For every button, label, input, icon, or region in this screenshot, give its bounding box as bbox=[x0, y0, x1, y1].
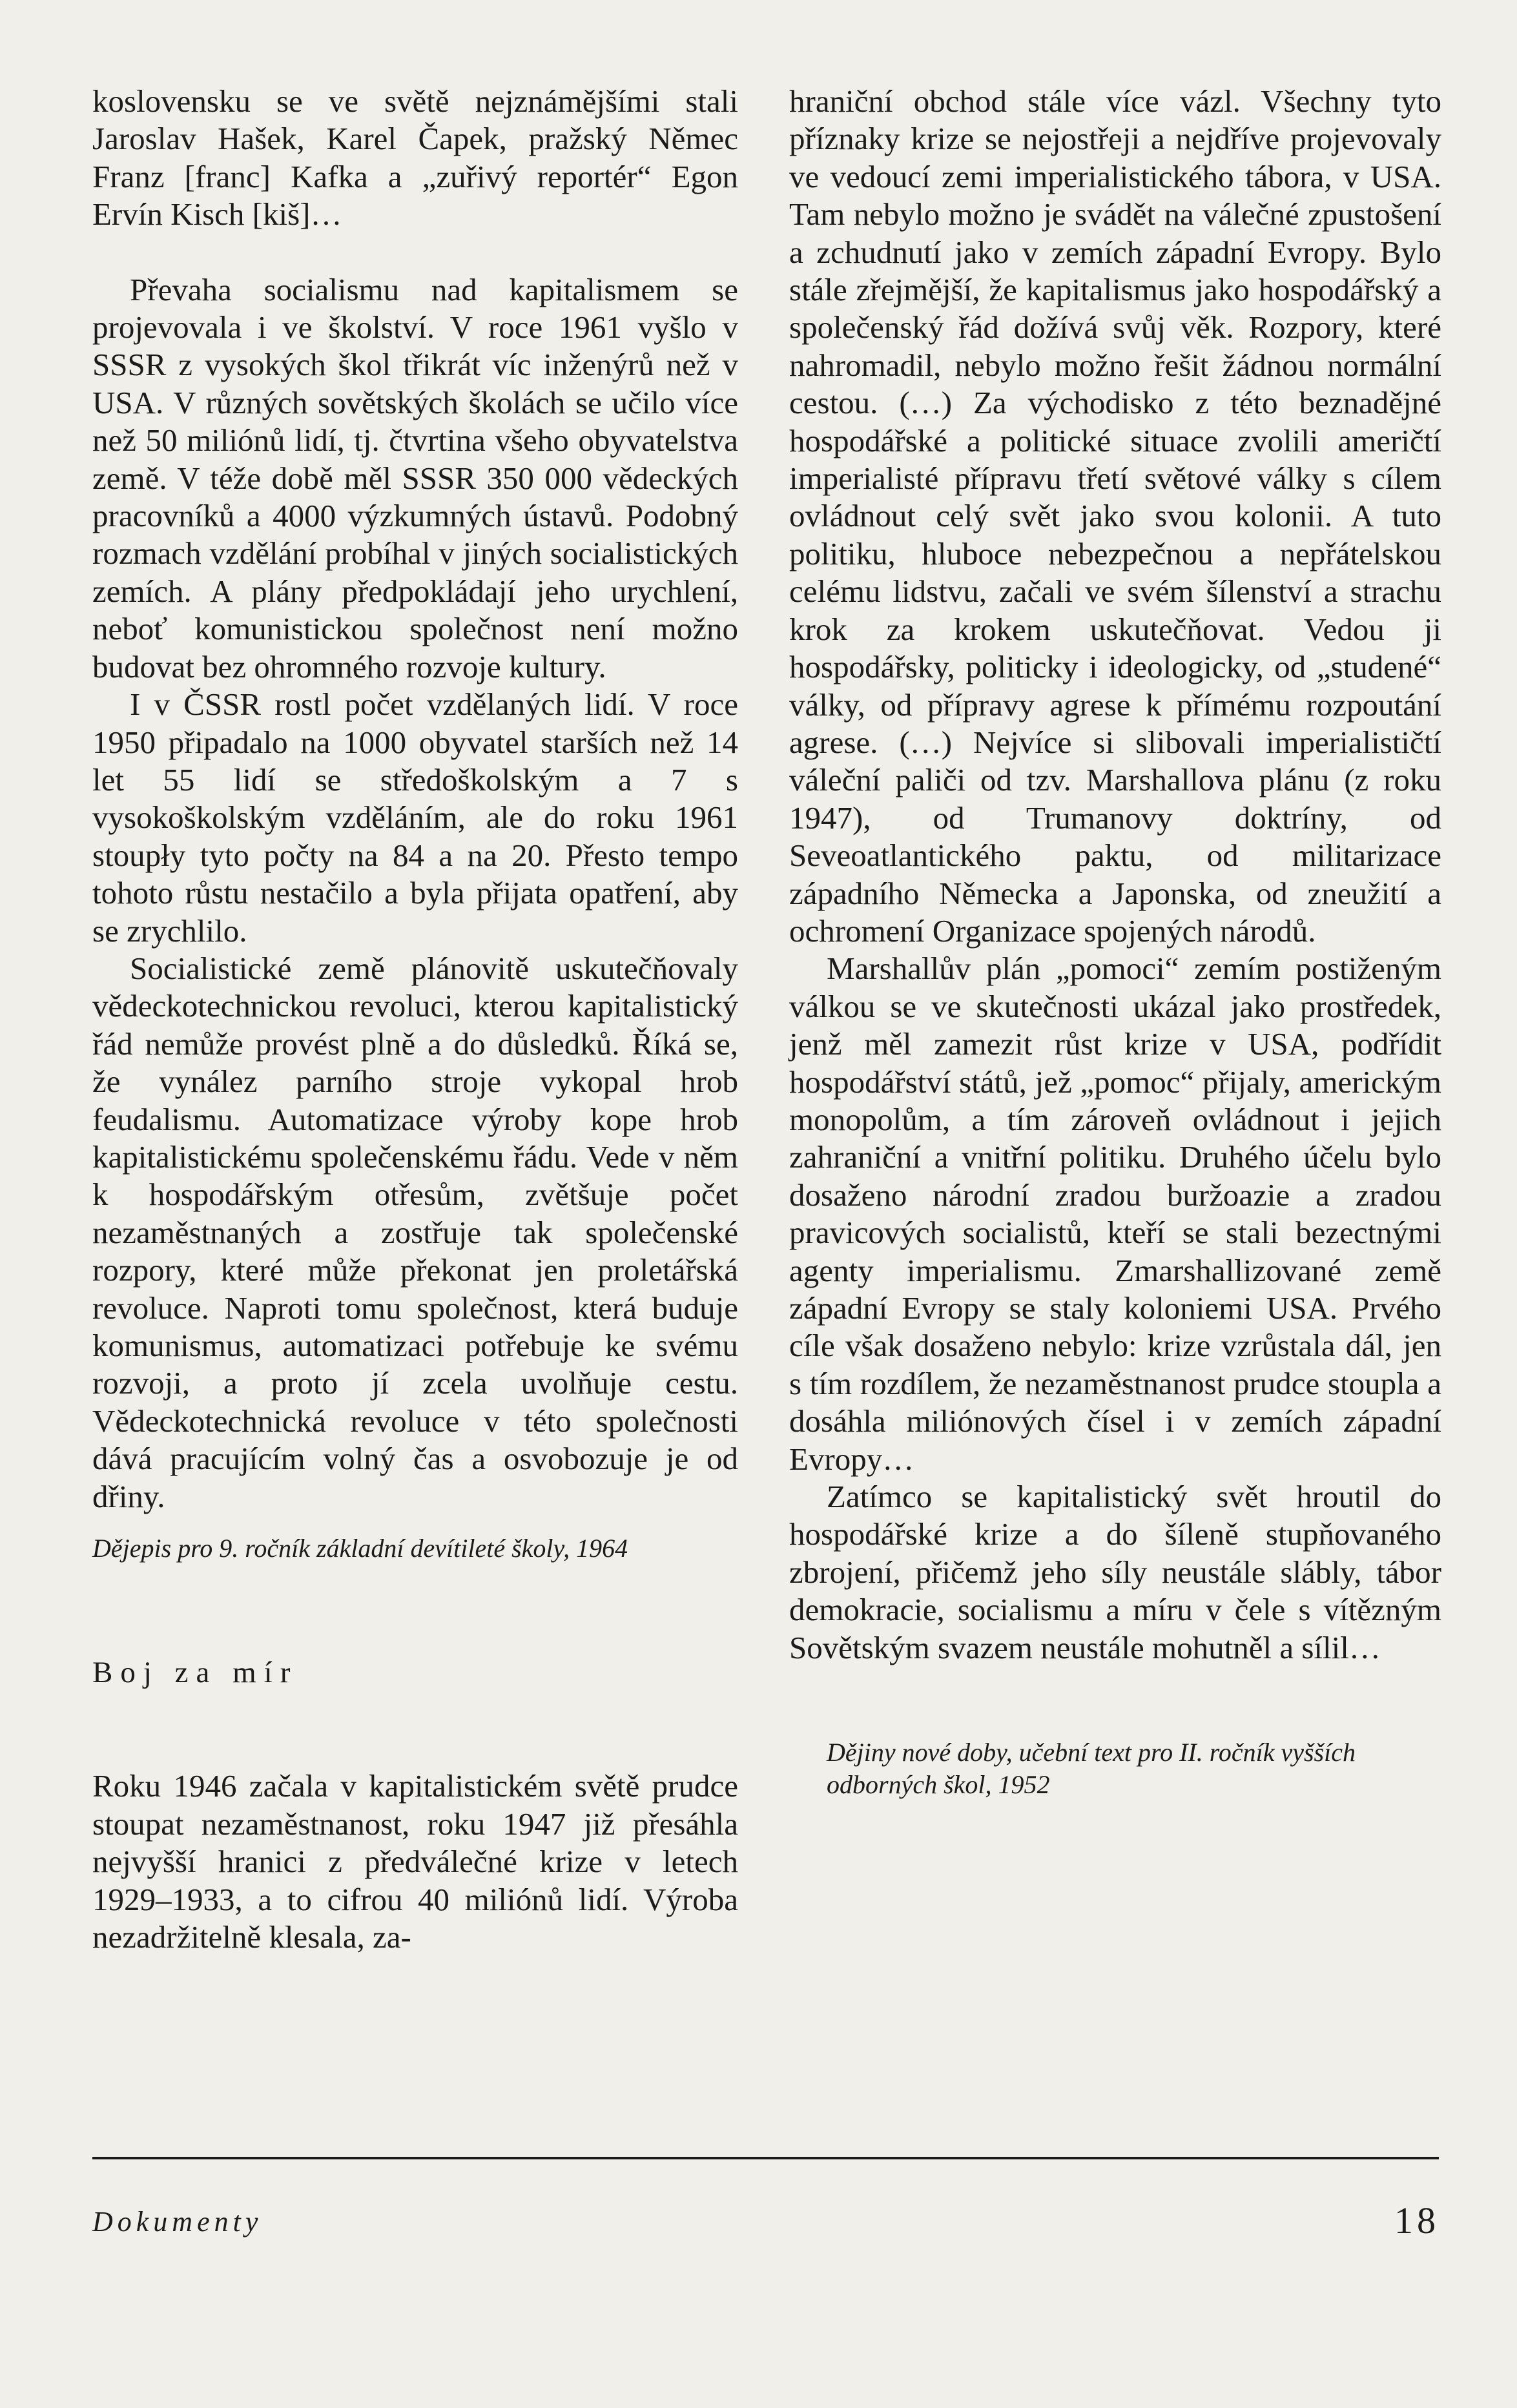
source-citation-right: Dějiny nové doby, učební text pro II. ročník vyšších odborných škol, 1952 bbox=[827, 1738, 1356, 1800]
paragraph-left-1: koslovensku se ve světě nejznámějšími stali Jaroslav Hašek, Karel Čapek, pražský Němec Franz [franc] Kafka a „zuřivý reportér“ Egon Ervín Kisch [kiš]… bbox=[92, 83, 738, 232]
paragraph-right-1: hraniční obchod stále více vázl. Všechny tyto příznaky krize se nejostřeji a nejdříve projevovaly ve vedoucí zemi imperialistického tábora, v USA. Tam nebylo možno je svádět na válečné zpustošení a zchudnutí jako v zemích západní Evropy. Bylo stále zřejmější, že kapitalismus jako hospodářský a společenský řád dožívá svůj věk. Rozpory, které nahromadil, nebylo možno řešit žádnou normální cestou. (…) Za východisko z této beznadějné hospodářské a politické situace zvolili američtí imperialisté přípravu třetí světové války s cílem ovládnout celý svět jako svou kolonii. A tuto politiku, hluboce nebezpečnou a nepřátelskou celému lidstvu, začali ve svém šílenství a strachu krok za krokem uskutečňovat. Vedou ji hospodářsky, politicky i ideologicky, od „studené“ války, od přípravy agrese k přímému rozpoutání agrese. (…) Nejvíce si slibovali imperialističtí váleční paliči od tzv. Marshallova plánu (z roku 1947), od Trumanovy doktríny, od Seveoatlantického paktu, od militarizace západního Německa a Japonska, od zneužití a ochromení Organizace spojených národů. bbox=[789, 83, 1441, 949]
paragraph-right-3: Zatímco se kapitalistický svět hroutil do hospodářské krize a do šíleně stupňovaného zbrojení, přičemž jeho síly neustále slábly, tábor demokracie, socialismu a míru v čele s vítězným Sovětským svazem neustále mohutněl a sílil… bbox=[789, 1479, 1441, 1665]
page-number: 18 bbox=[1394, 2199, 1440, 2241]
paragraph-right-2: Marshallův plán „pomoci“ zemím postiženým válkou se ve skutečnosti ukázal jako prostředek, jenž měl zamezit růst krize v USA, podřídit hospodářství států, jež „pomoc“ přijaly, americkým monopolům, a tím zároveň ovládnout i jejich zahraniční a vnitřní politiku. Druhého účelu bylo dosaženo národní zradou buržoazie a zradou pravicových socialistů, kteří se stali bezectnými agenty imperialismu. Zmarshallizované země západní Evropy se staly koloniemi USA. Prvého cíle však dosaženo nebylo: krize vzrůstala dál, jen s tím rozdílem, že nezaměstnanost prudce stoupla a dosáhla miliónových čísel i v zemích západní Evropy… bbox=[789, 951, 1441, 1477]
paragraph-left-5: Roku 1946 začala v kapitalistickém světě prudce stoupat nezaměstnanost, roku 1947 již přesáhla nejvyšší hranici z předválečné krize v letech 1929–1933, a to cifrou 40 miliónů lidí. Výroba nezadržitelně klesala, za- bbox=[92, 1768, 738, 1955]
footer-label: Dokumenty bbox=[92, 2206, 263, 2238]
source-citation-left: Dějepis pro 9. ročník základní devítileté školy, 1964 bbox=[92, 1534, 628, 1563]
footer-divider bbox=[92, 2157, 1439, 2159]
paragraph-left-4: Socialistické země plánovitě uskutečňovaly vědeckotechnickou revoluci, kterou kapitalistický řád nemůže provést plně a do důsledků. Říká se, že vynález parního stroje vykopal hrob feudalismu. Automatizace výroby kope hrob kapitalistickému společenskému řádu. Vede v něm k hospodářským otřesům, zvětšuje počet nezaměstnaných a zostřuje tak společenské rozpory, které může překonat jen proletářská revoluce. Naproti tomu společnost, která buduje komunismus, automatizaci potřebuje ke svému rozvoji, a proto jí zcela uvolňuje cestu. Vědeckotechnická revoluce v této společnosti dává pracujícím volný čas a osvobozuje je od dřiny. bbox=[92, 950, 738, 1514]
section-title: Boj za mír bbox=[92, 1656, 298, 1690]
paragraph-left-3: I v ČSSR rostl počet vzdělaných lidí. V roce 1950 připadalo na 1000 obyvatel starších než 14 let 55 lidí se středoškolským a 7 s vysokoškolským vzděláním, ale do roku 1961 stoupły tyto počty na 84 a na 20. Přesto tempo tohoto růstu nestačilo a byla přijata opatření, aby se zrychlilo. bbox=[92, 686, 738, 949]
right-column bbox=[789, 83, 1441, 1801]
left-column bbox=[92, 83, 738, 1956]
paragraph-left-2: Převaha socialismu nad kapitalismem se projevovala i ve školství. V roce 1961 vyšlo v SSSR z vysokých škol třikrát víc inženýrů než v USA. V různých sovětských školách se učilo více než 50 miliónů lidí, tj. čtvrtina všeho obyvatelstva země. V téže době měl SSSR 350 000 vědeckých pracovníků a 4000 výzkumných ústavů. Podobný rozmach vzdělání probíhal v jiných socialistických zemích. A plány předpokládají jeho urychlení, neboť komunistickou společnost není možno budovat bez ohromného rozvoje kultury. bbox=[92, 271, 738, 684]
